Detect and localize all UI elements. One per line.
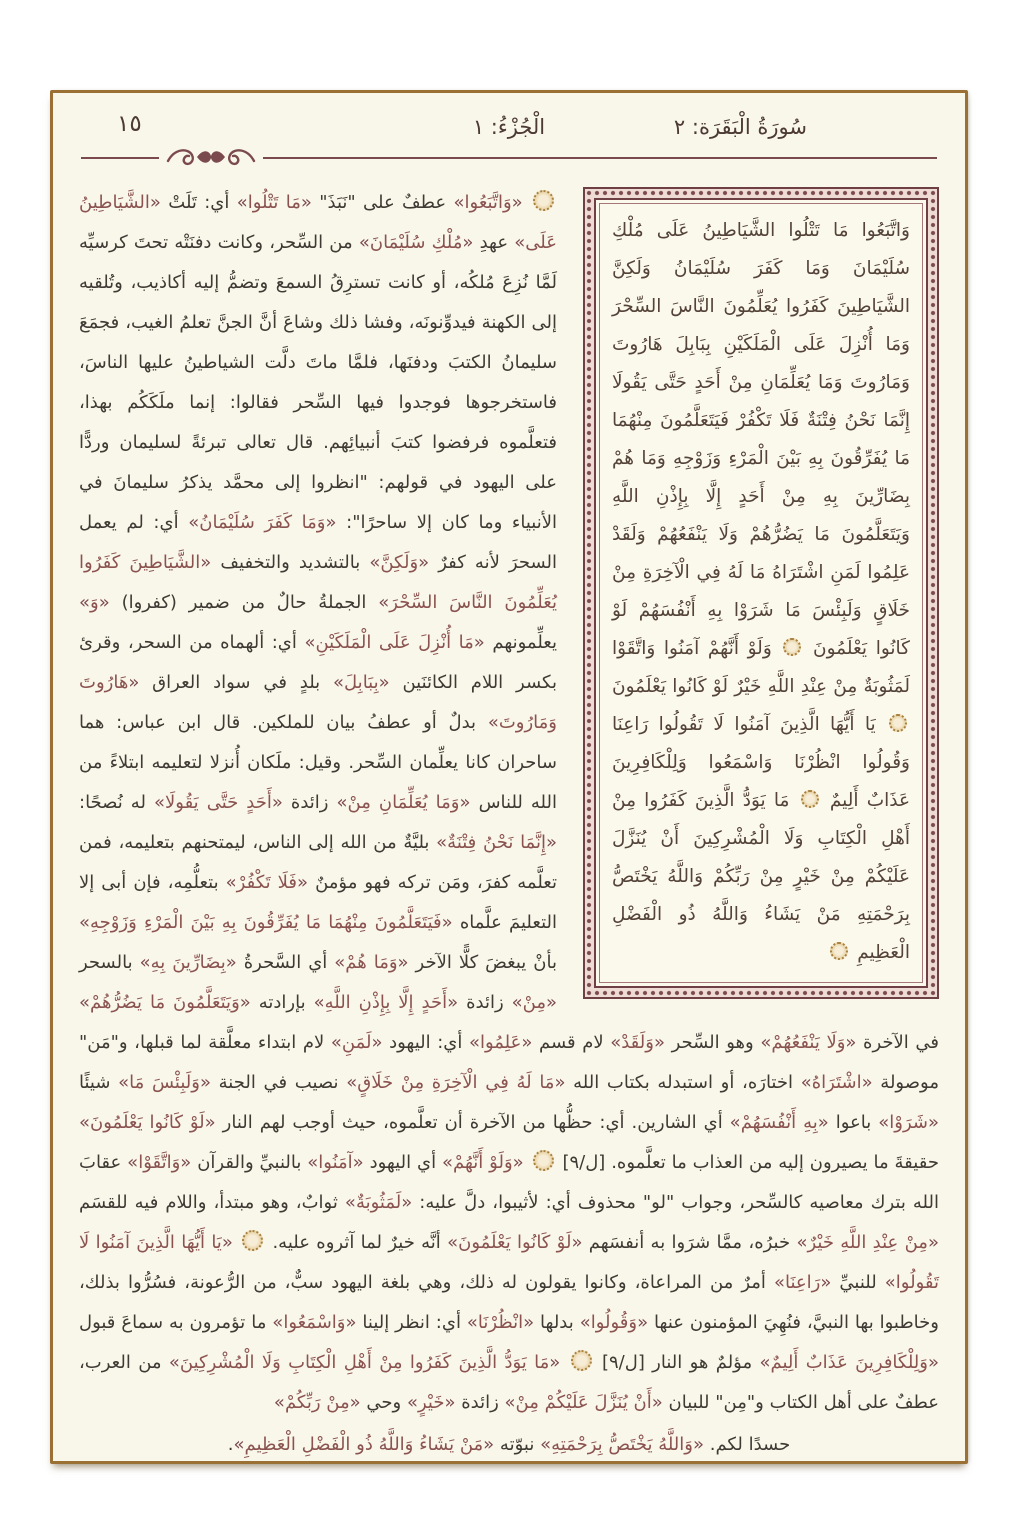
quran-quote: «وَلَبِئْسَ مَا» [118, 1072, 211, 1093]
commentary-text: بتعلُّمِه، فإن أبى إلا التعليمَ علَّماه [79, 872, 557, 933]
commentary-text: لام قسم [538, 1032, 604, 1053]
commentary-text: عهدِ [479, 232, 509, 253]
commentary-text: بإرادته [258, 992, 306, 1013]
commentary-text: . [227, 1434, 234, 1455]
commentary-text: خبرُه، ممَّا شرَوا به أنفسَهم [588, 1232, 791, 1253]
quran-quote: «فَلَا تَكْفُرْ» [225, 872, 309, 893]
commentary-text: أي: لم يعمل السحرَ لأنه كفرٌ [79, 512, 558, 573]
quran-quote: «وَلَكِنَّ» [369, 552, 430, 573]
quran-quote: «وَاتَّقَوْا» [127, 1152, 192, 1173]
commentary-text: وهو السِّحر [671, 1032, 754, 1053]
quran-box [583, 187, 939, 999]
commentary-text: حسدًا لكم. [709, 1434, 791, 1455]
quran-quote: «مِنْ» [511, 992, 557, 1013]
commentary-text: أي السَّحرةُ [243, 952, 328, 973]
commentary-closing-line [79, 1423, 939, 1467]
commentary-text: نبوّته [499, 1434, 535, 1455]
ayah-rosette-icon [242, 1230, 263, 1251]
quran-quote: «مَا أُنْزِلَ عَلَى الْمَلَكَيْنِ» [304, 632, 485, 653]
commentary-text: للنبيِّ [839, 1272, 877, 1293]
quran-quote: «بِهِ أَنْفُسَهُمْ» [729, 1112, 829, 1133]
ayah-rosette-icon [830, 942, 848, 960]
quran-verse: وَاتَّبَعُوا مَا تَتْلُوا الشَّيَاطِينُ عَلَى مُلْكِ سُلَيْمَانَ وَمَا كَفَرَ سُلَيْمَانُ وَلَكِنَّ الشَّيَاطِينَ كَفَرُوا يُعَلِّمُونَ النَّاسَ السِّحْرَ وَمَا أُنْزِلَ عَلَى الْمَلَكَيْنِ بِبَابِلَ هَارُوتَ وَمَارُوتَ وَمَا يُعَلِّمَانِ مِنْ أَحَدٍ حَتَّى يَقُولَا إِنَّمَا نَحْنُ فِتْنَةٌ فَلَا تَكْفُرْ فَيَتَعَلَّمُونَ مِنْهُمَا مَا يُفَرِّقُونَ بِهِ بَيْنَ الْمَرْءِ وَزَوْجِهِ وَمَا هُمْ بِضَارِّينَ بِهِ مِنْ أَحَدٍ إِلَّا بِإِذْنِ اللَّهِ وَيَتَعَلَّمُونَ مَا يَضُرُّهُمْ وَلَا يَنْفَعُهُمْ وَلَقَدْ عَلِمُوا لَمَنِ اشْتَرَاهُ مَا لَهُ فِي الْآخِرَةِ مِنْ خَلَاقٍ وَلَبِئْسَ مَا شَرَوْا بِهِ أَنْفُسَهُمْ لَوْ كَانُوا يَعْلَمُونَ [612, 220, 910, 659]
quran-quote: «وَاللَّهُ يَخْتَصُّ بِرَحْمَتِهِ» [540, 1434, 704, 1455]
quran-quote: «بِبَابِلَ» [333, 672, 390, 693]
commentary-text: له نُصحًا: [79, 792, 146, 813]
quran-quote: «مِنْ رَبِّكُمْ» [273, 1392, 361, 1413]
book-page [50, 90, 968, 1464]
quran-quote: «مَنْ يَشَاءُ وَاللَّهُ ذُو الْفَضْلِ الْعَظِيمِ» [233, 1434, 495, 1455]
quran-quote: «لَوْ كَانُوا يَعْلَمُونَ» [79, 1112, 216, 1133]
quran-quote: «وَمَا هُمْ» [334, 952, 409, 973]
ayah-rosette-icon [801, 790, 819, 808]
commentary-text: ما تؤمرون به سماعَ قبول [79, 1312, 267, 1333]
ayah-rosette-icon [533, 1150, 554, 1171]
quran-quote: «أَحَدٍ حَتَّى يَقُولَا» [153, 792, 283, 813]
commentary-text: مؤلمٌ هو النار [ل/٩] [601, 1352, 753, 1373]
quran-box-ornamental-border [583, 187, 939, 999]
commentary-text: أنَّه خيرٌ لما آثروه عليه. [272, 1232, 441, 1253]
commentary-text: يعلِّمونهم [492, 632, 557, 653]
quran-quote: «وَيَتَعَلَّمُونَ مَا يَضُرُّهُمْ» [79, 992, 251, 1013]
ayah-rosette-icon [571, 1350, 592, 1371]
commentary-text: ثوابٌ، وهو مبتدأ، واللام فيه للقسَم [79, 1192, 338, 1213]
quran-quote: «مَا يَوَدُّ الَّذِينَ كَفَرُوا مِنْ أَهْلِ الْكِتَابِ وَلَا الْمُشْرِكِينَ» [168, 1352, 561, 1373]
tafsir-content [79, 183, 940, 1455]
quran-quote: «وَمَا كَفَرَ سُلَيْمَانُ» [188, 512, 337, 533]
header-rule [81, 157, 937, 159]
commentary-text: بدلٌ أو عطفُ بيان للملكين. قال ابن عباس: هما ساحران كانا يعلِّمان السِّحر. وقيل: ملَكان أُنزلا لتعليمه ابتلاءً من الله للناس [79, 712, 558, 813]
commentary-text: أمرٌ من المراعاة، وكانوا يقولون له ذلك، وهي بلغة اليهود سبٌّ، من الرُّعونة، فسُرُّوا بذلك، وخاطبوا بها النبيَّ، فنُهِيَ المؤمنون عنها [79, 1272, 939, 1333]
quran-quote: «إِنَّمَا نَحْنُ فِتْنَةٌ» [436, 832, 557, 853]
commentary-text: زائدة [466, 992, 504, 1013]
quran-verses [612, 212, 910, 972]
quran-quote: «رَاعِنَا» [773, 1272, 832, 1293]
quran-quote: «وَمَا يُعَلِّمَانِ مِنْ» [336, 792, 471, 813]
quran-quote: «أَحَدٍ إِلَّا بِإِذْنِ اللَّهِ» [313, 992, 459, 1013]
commentary-text: بأنْ يبغضَ كلًّا الآخر [415, 952, 557, 973]
quran-quote: «مُلْكِ سُلَيْمَانَ» [358, 232, 474, 253]
commentary-text: بالنبيِّ والقرآن [197, 1152, 302, 1173]
quran-quote: «مَا لَهُ فِي الْآخِرَةِ مِنْ خَلَاقٍ» [346, 1072, 566, 1093]
quran-quote: «انْظُرْنَا» [466, 1312, 535, 1333]
quran-quote: «وَقُولُوا» [579, 1312, 649, 1333]
commentary-text: أي: انظر إلينا [362, 1312, 461, 1333]
quran-quote: «فَيَتَعَلَّمُونَ مِنْهُمَا مَا يُفَرِّقُونَ بِهِ بَيْنَ الْمَرْءِ وَزَوْجِهِ» [79, 912, 453, 933]
quran-quote: «بِضَارِّينَ بِهِ» [139, 952, 237, 973]
ayah-rosette-icon [533, 190, 554, 211]
commentary-text: نصيب في الجنة [218, 1072, 339, 1093]
commentary-text: بالسحر [79, 952, 133, 973]
quran-box-frame [594, 198, 928, 988]
quran-quote: «أَنْ يُنَزَّلَ عَلَيْكُمْ مِنْ» [504, 1392, 663, 1413]
commentary-text: أي: ألهماه من السحر، وقرئ بكسر اللام الكائنَين [79, 632, 557, 693]
commentary-text: باعوا [835, 1112, 872, 1133]
commentary-text: عطفٌ على "نَبَذَ" [319, 192, 447, 213]
quran-quote: «آمَنُوا» [307, 1152, 364, 1173]
surah-title: سُورَةُ الْبَقَرَة: ٢ [673, 115, 807, 139]
commentary-text: زائدة [290, 792, 329, 813]
commentary-text: بلدٍ في سواد العراق [152, 672, 321, 693]
quran-verse: وَلَوْ أَنَّهُمْ آمَنُوا وَاتَّقَوْا لَمَثُوبَةٌ مِنْ عِنْدِ اللَّهِ خَيْرٌ لَوْ كَانُوا يَعْلَمُونَ [612, 638, 910, 697]
commentary-text: بالتشديد والتخفيف [220, 552, 361, 573]
commentary-text: بدلها [540, 1312, 574, 1333]
commentary-text: أي: تَلَتْ [168, 192, 230, 213]
quran-quote: «وَلَا يَنْفَعُهُمْ» [760, 1032, 857, 1053]
commentary-text: شيئًا [79, 1072, 111, 1093]
commentary-text: من العرب، عطفٌ على أهل الكتاب و"مِن" للبيان [79, 1352, 939, 1413]
quran-quote: «وَ» [79, 592, 110, 613]
quran-quote: «وَاسْمَعُوا» [272, 1312, 357, 1333]
commentary-text: اختارَه، أو استبدله بكتاب الله [573, 1072, 793, 1093]
commentary-text: بليَّةٌ من الله إلى الناس، ليمتحنهم بتعليمه، فمن تعلَّمه كفرَ، ومَن تركه فهو مؤمنٌ [79, 832, 557, 893]
ayah-rosette-icon [783, 638, 801, 656]
quran-quote: «لَمَثُوبَةٌ» [344, 1192, 413, 1213]
quran-quote: «مَا تَتْلُوا» [236, 192, 312, 213]
commentary-text: الجملةُ حالٌ من ضمير (كفروا) [121, 592, 367, 613]
quran-quote: «اشْتَرَاهُ» [800, 1072, 873, 1093]
commentary-text: أي اليهود [369, 1152, 437, 1173]
ayah-rosette-icon [889, 714, 907, 732]
commentary-text: لام ابتداء معلَّقة لما قبلها، و"مَن" موصولة [79, 1032, 939, 1093]
page-number: ١٥ [117, 111, 142, 137]
quran-quote: «وَلَوْ أَنَّهُمْ» [441, 1152, 524, 1173]
quran-quote: «وَلَقَدْ» [610, 1032, 665, 1053]
juz-label: الْجُزْءُ: ١ [472, 115, 546, 139]
commentary-text: حقيقةَ ما يصيرون إليه من العذاب ما تعلَّموه. [ل/٩] [562, 1152, 939, 1173]
commentary-text: أي: اليهود [389, 1032, 463, 1053]
scroll-ornament-icon [159, 144, 263, 172]
quran-quote: «وَلِلْكَافِرِينَ عَذَابٌ أَلِيمٌ» [759, 1352, 940, 1373]
commentary-text: وحي [366, 1392, 402, 1413]
quran-quote: «هَارُوتَ وَمَارُوتَ» [79, 672, 557, 733]
quran-quote: «الشَّيَاطِينُ عَلَى» [79, 192, 557, 253]
quran-quote: «يَا أَيُّهَا الَّذِينَ آمَنُوا لَا تَقُولُوا» [79, 1232, 939, 1293]
commentary-text: من السِّحر، وكانت دفنَتْه تحتَ كرسيِّه لَمَّا نُزِعَ مُلكُه، أو كانت تسترِقُ السمعَ وتضمُّ إليه أكاذيب، وتُلقيه إلى الكهنة فيدوِّنونَه، وفشا ذلك وشاعَ أنَّ الجنَّ تعلمُ الغيب، فجمَعَ سليمانُ الكتبَ ودفنَها، فلمَّا ماتَ دلَّت الشياطينُ عليها الناسَ، فاستخرجوها فوجدوا فيها السِّحر فقالوا: إنما ملَكَكُم بهذا، فتعلَّموه فرفضوا كتبَ أنبيائِهم. قال تعالى تبرئةً لسليمان وردًّا على اليهود في قولهم: "انظروا إلى محمَّد يذكرُ سليمانَ في الأنبياء وما كان إلا ساحرًا": [79, 232, 558, 533]
commentary-text: عقابَ الله بترك معاصيه كالسِّحر، وجواب "لو" محذوف أي: لأثيبوا، دلَّ عليه: [79, 1152, 939, 1213]
commentary-text: في الآخرة [863, 1032, 939, 1053]
quran-verse: يَا أَيُّهَا الَّذِينَ آمَنُوا لَا تَقُولُوا رَاعِنَا وَقُولُوا انْظُرْنَا وَاسْمَعُوا وَلِلْكَافِرِينَ عَذَابٌ أَلِيمٌ [612, 714, 910, 811]
quran-quote: «الشَّيَاطِينَ كَفَرُوا يُعَلِّمُونَ النَّاسَ السِّحْرَ» [79, 552, 557, 613]
quran-quote: «وَاتَّبَعُوا» [453, 192, 523, 213]
quran-quote: «عَلِمُوا» [468, 1032, 533, 1053]
quran-quote: «لَوْ كَانُوا يَعْلَمُونَ» [447, 1232, 583, 1253]
quran-quote: «شَرَوْا» [878, 1112, 940, 1133]
quran-quote: «لَمَنِ» [330, 1032, 383, 1053]
commentary-text: زائدة [461, 1392, 499, 1413]
quran-verse: مَا يَوَدُّ الَّذِينَ كَفَرُوا مِنْ أَهْلِ الْكِتَابِ وَلَا الْمُشْرِكِينَ أَنْ يُنَزَّلَ عَلَيْكُمْ مِنْ خَيْرٍ مِنْ رَبِّكُمْ وَاللَّهُ يَخْتَصُّ بِرَحْمَتِهِ مَنْ يَشَاءُ وَاللَّهُ ذُو الْفَضْلِ الْعَظِيمِ [612, 790, 910, 963]
quran-quote: «مِنْ عِنْدِ اللَّهِ خَيْرٌ» [796, 1232, 939, 1253]
commentary-text: أي الشارين. أي: حظُّها من الآخرة أن تعلَّموه، حيث أوجب لهم النار [222, 1112, 723, 1133]
quran-quote: «خَيْرٍ» [406, 1392, 456, 1413]
